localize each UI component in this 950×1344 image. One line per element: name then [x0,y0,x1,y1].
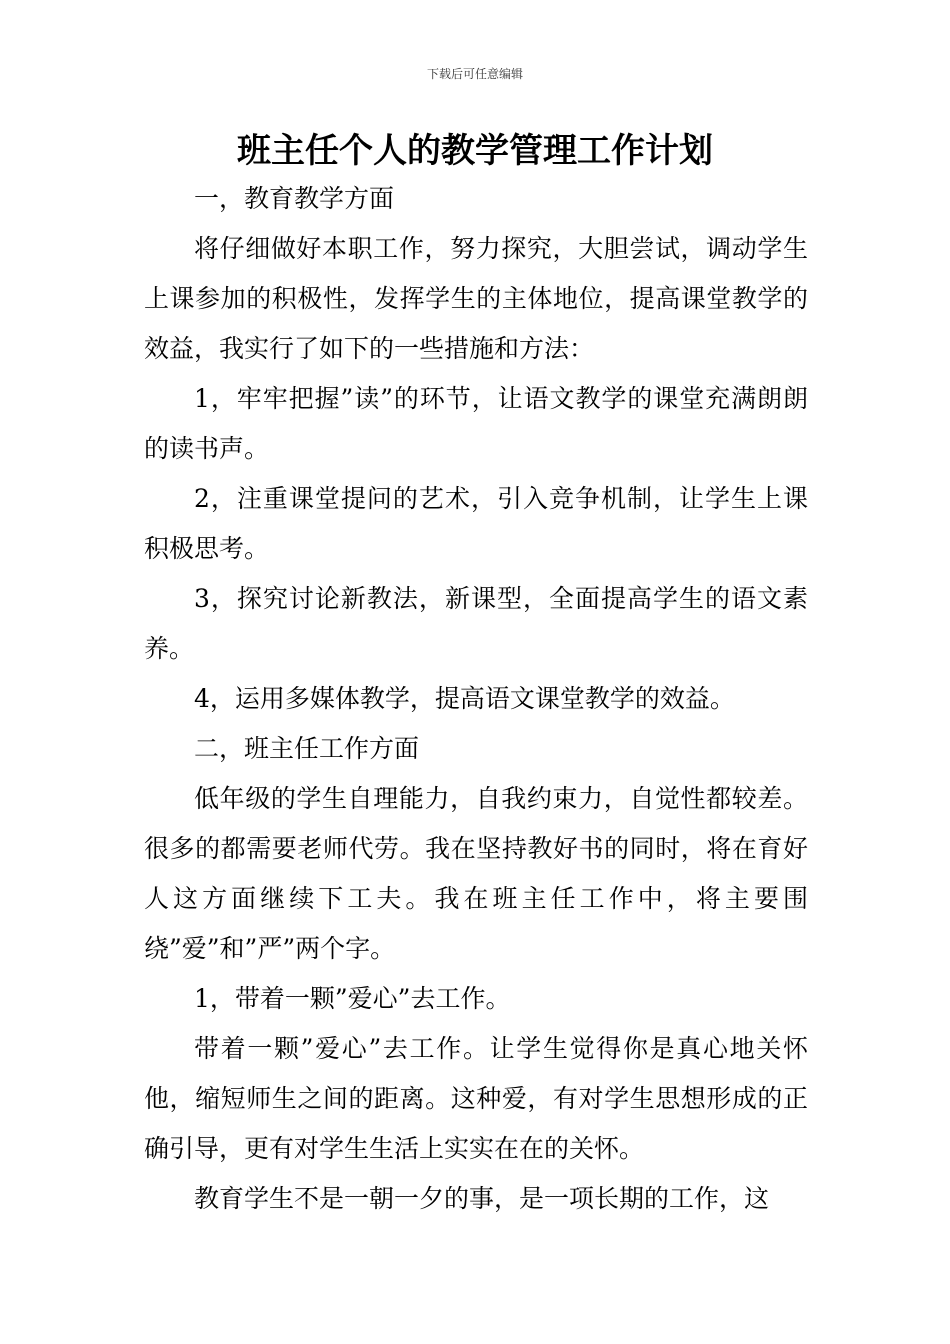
list-item: 1，带着一颗”爱心”去工作。 [194,984,511,1013]
document-body [144,174,808,1224]
list-item: 1，牢牢把握”读”的环节，让语文教学的课堂充满朗朗的读书声。 [144,384,808,463]
paragraph: 带着一颗”爱心”去工作。让学生觉得你是真心地关怀他，缩短师生之间的距离。这种爱，有对学生思想形成的正确引导，更有对学生生活上实实在在的关怀。 [144,1034,808,1163]
list-item: 3，探究讨论新教法，新课型，全面提高学生的语文素养。 [144,584,808,663]
paragraph: 将仔细做好本职工作，努力探究，大胆尝试，调动学生上课参加的积极性，发挥学生的主体地位，提高课堂教学的效益，我实行了如下的一些措施和方法： [144,234,808,363]
paragraph: 教育学生不是一朝一夕的事，是一项长期的工作，这 [194,1184,770,1213]
section-heading-1: 一，教育教学方面 [194,184,395,213]
list-item: 4，运用多媒体教学，提高语文课堂教学的效益。 [194,684,735,713]
section-heading-2: 二，班主任工作方面 [194,734,420,763]
paragraph: 低年级的学生自理能力，自我约束力，自觉性都较差。很多的都需要老师代劳。我在坚持教好书的同时，将在育好人这方面继续下工夫。我在班主任工作中，将主要围绕”爱”和”严”两个字。 [144,784,808,963]
header-watermark: 下载后可任意编辑 [426,67,523,81]
list-item: 2，注重课堂提问的艺术，引入竞争机制，让学生上课积极思考。 [144,484,808,563]
document-title: 班主任个人的教学管理工作计划 [237,131,713,171]
